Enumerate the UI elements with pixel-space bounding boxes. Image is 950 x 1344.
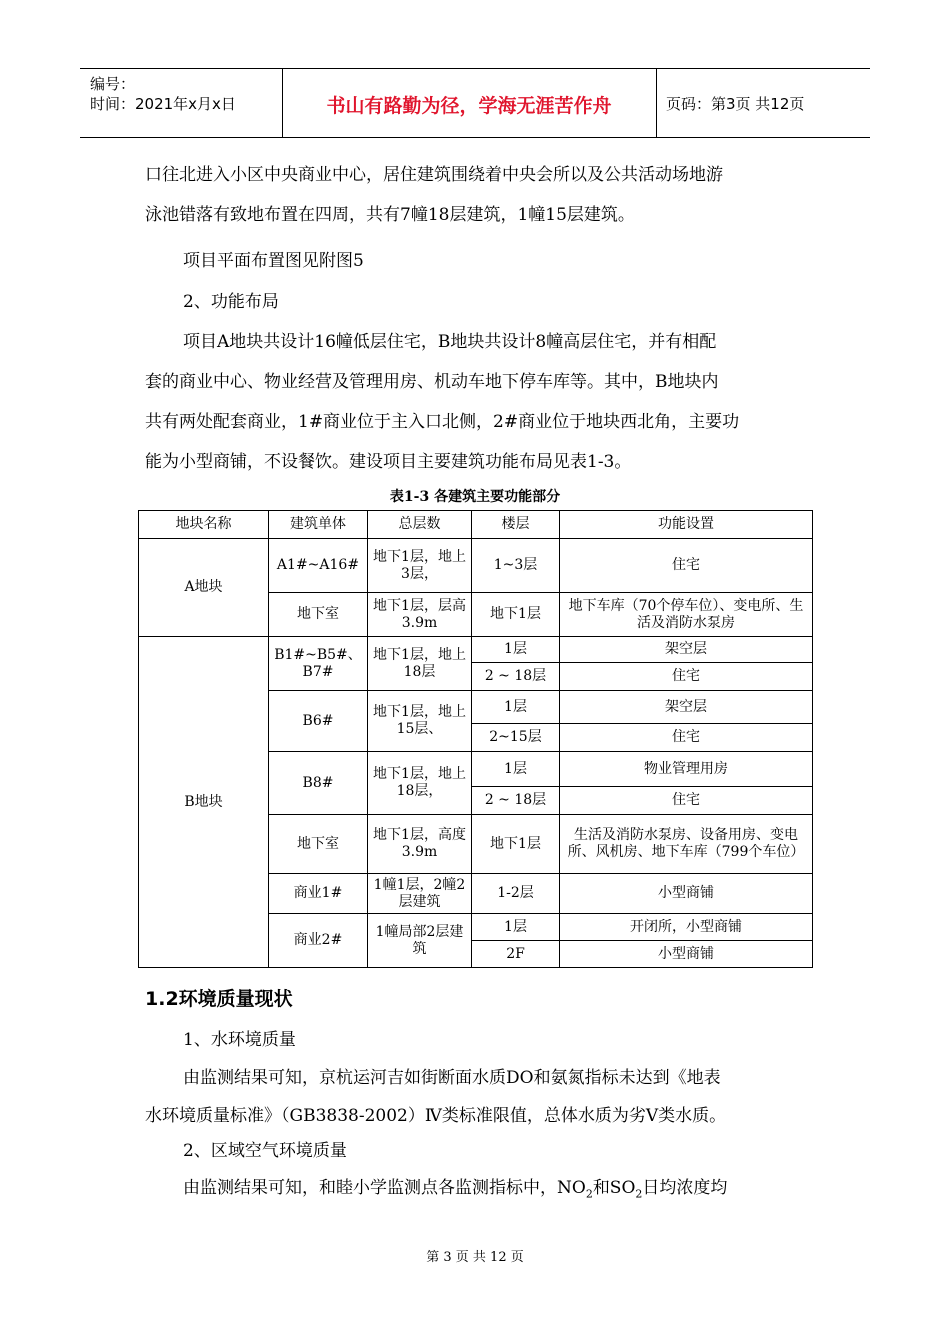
floors-cell: 地下1层，层高3.9m	[368, 593, 472, 637]
table-header-row	[139, 511, 813, 539]
paragraph-line: 水环境质量标准》（GB3838-2002）Ⅳ类标准限值，总体水质为劣V类水质。	[145, 1106, 727, 1126]
function-cell: 开闭所，小型商铺	[560, 914, 813, 941]
header-motto-cell	[282, 69, 657, 137]
paragraph-line: 项目A地块共设计16幢低层住宅，B地块共设计8幢高层住宅，并有相配	[183, 332, 717, 352]
level-cell: 地下1层	[472, 593, 560, 637]
table-title: 表1-3 各建筑主要功能部分	[389, 489, 561, 505]
unit-cell: B1#~B5#、B7#	[269, 637, 368, 691]
level-cell: 1-2层	[472, 874, 560, 914]
unit-cell: 商业1#	[269, 874, 368, 914]
function-cell: 住宅	[560, 787, 813, 815]
header-cell: 总层数	[368, 511, 472, 539]
function-cell: 生活及消防水泵房、设备用房、变电所、风机房、地下车库（799个车位）	[560, 815, 813, 874]
subsection-title: 1、水环境质量	[183, 1030, 296, 1050]
text-run: 由监测结果可知，和睦小学监测点各监测指标中，NO	[183, 1178, 586, 1198]
function-cell: 住宅	[560, 724, 813, 752]
floors-cell: 地下1层，地上15层、	[368, 691, 472, 752]
header-cell: 地块名称	[139, 511, 269, 539]
level-cell: 2 ~ 18层	[472, 663, 560, 691]
level-cell: 1~3层	[472, 539, 560, 593]
header-page-cell	[656, 69, 870, 137]
function-cell: 架空层	[560, 637, 813, 663]
unit-cell: 地下室	[269, 593, 368, 637]
level-cell: 2~15层	[472, 724, 560, 752]
subscript: 2	[585, 1187, 593, 1201]
subscript: 2	[635, 1187, 643, 1201]
function-cell: 地下车库（70个停车位）、变电所、生活及消防水泵房	[560, 593, 813, 637]
page-header	[80, 68, 870, 138]
unit-cell: B8#	[269, 752, 368, 815]
floors-cell: 地下1层，地上18层，	[368, 752, 472, 815]
function-table	[138, 510, 813, 968]
function-cell: 小型商铺	[560, 874, 813, 914]
header-cell: 楼层	[472, 511, 560, 539]
floors-cell: 地下1层，地上3层，	[368, 539, 472, 593]
paragraph-line: 口往北进入小区中央商业中心，居住建筑围绕着中央会所以及公共活动场地游	[145, 165, 723, 185]
paragraph-line: 由监测结果可知，京杭运河吉如街断面水质DO和氨氮指标未达到《地表	[183, 1068, 721, 1088]
unit-cell: 地下室	[269, 815, 368, 874]
function-cell: 住宅	[560, 663, 813, 691]
page-number-label: 页码：第3页 共12页	[666, 95, 805, 113]
time-label: 时间：2021年x月x日	[90, 95, 236, 113]
paragraph-line: 泳池错落有致地布置在四周，共有7幢18层建筑，1幢15层建筑。	[145, 205, 635, 225]
text-run: 日均浓度均	[642, 1178, 728, 1198]
floors-cell: 地下1层，高度3.9m	[368, 815, 472, 874]
floors-cell: 1幢局部2层建筑	[368, 914, 472, 968]
level-cell: 2 ~ 18层	[472, 787, 560, 815]
table-row	[139, 637, 813, 663]
unit-cell: B6#	[269, 691, 368, 752]
paragraph-line: 共有两处配套商业，1#商业位于主入口北侧，2#商业位于地块西北角，主要功	[145, 412, 740, 432]
table-row	[139, 539, 813, 593]
level-cell: 1层	[472, 752, 560, 787]
level-cell: 2F	[472, 941, 560, 968]
function-cell: 物业管理用房	[560, 752, 813, 787]
unit-cell: A1#~A16#	[269, 539, 368, 593]
function-cell: 架空层	[560, 691, 813, 724]
plot-cell: B地块	[139, 637, 269, 968]
header-cell: 功能设置	[560, 511, 813, 539]
page-footer: 第 3 页 共 12 页	[426, 1250, 524, 1265]
level-cell: 地下1层	[472, 815, 560, 874]
floors-cell: 1幢1层，2幢2层建筑	[368, 874, 472, 914]
unit-cell: 商业2#	[269, 914, 368, 968]
paragraph-line: 套的商业中心、物业经营及管理用房、机动车地下停车库等。其中，B地块内	[145, 372, 719, 392]
code-label: 编号：	[90, 75, 136, 93]
paragraph-line: 2、功能布局	[183, 292, 279, 312]
level-cell: 1层	[472, 691, 560, 724]
motto: 书山有路勤为径，学海无涯苦作舟	[326, 95, 612, 117]
section-heading: 1.2环境质量现状	[145, 988, 293, 1010]
header-cell: 建筑单体	[269, 511, 368, 539]
function-cell: 住宅	[560, 539, 813, 593]
function-cell: 小型商铺	[560, 941, 813, 968]
paragraph-line: 能为小型商铺，不设餐饮。建设项目主要建筑功能布局见表1-3。	[145, 452, 632, 472]
level-cell: 1层	[472, 637, 560, 663]
plot-cell: A地块	[139, 539, 269, 637]
subsection-title: 2、区域空气环境质量	[183, 1141, 347, 1161]
paragraph-line: 项目平面布置图见附图5	[183, 251, 364, 271]
paragraph-line	[183, 1173, 727, 1200]
floors-cell: 地下1层，地上18层	[368, 637, 472, 691]
header-info-cell	[80, 69, 283, 137]
level-cell: 1层	[472, 914, 560, 941]
text-run: 和SO	[592, 1178, 636, 1198]
